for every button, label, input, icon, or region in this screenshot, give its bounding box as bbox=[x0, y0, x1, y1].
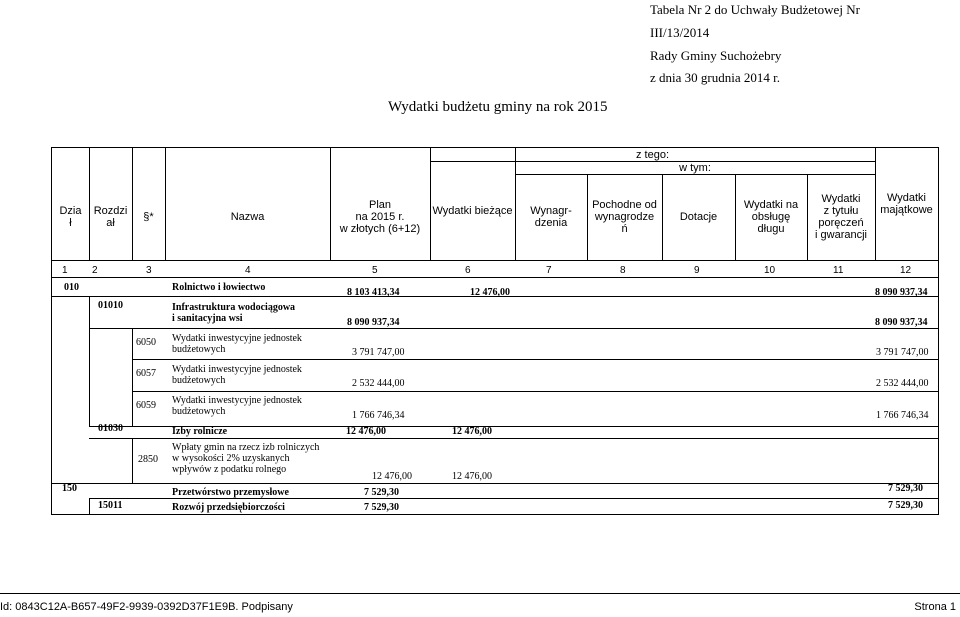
col-number: 11 bbox=[833, 265, 844, 276]
col-header-dzial: Dzia ł bbox=[59, 205, 82, 229]
table-row-biezace: 12 476,00 bbox=[452, 471, 492, 482]
table-row-name: Wydatki inwestycyjne jednostek budżetowych bbox=[172, 364, 302, 386]
footer-page-number: Strona 1 bbox=[914, 601, 956, 613]
col-header-pochodne: Pochodne od wynagrodze ń bbox=[592, 199, 657, 235]
col-number: 3 bbox=[146, 265, 152, 276]
table-row-plan: 7 529,30 bbox=[364, 487, 399, 498]
col-header-wynagrodzenia: Wynagr- dzenia bbox=[530, 205, 572, 229]
table-row-name: Rozwój przedsiębiorczości bbox=[172, 502, 285, 513]
table-row-code: 6059 bbox=[136, 400, 156, 411]
col-header-plan: Plan na 2015 r. w złotych (6+12) bbox=[339, 199, 421, 235]
table-row-name: Wydatki inwestycyjne jednostek budżetowych bbox=[172, 395, 302, 417]
col-number: 8 bbox=[620, 265, 626, 276]
col-number: 5 bbox=[372, 265, 378, 276]
col-header-rozdzial: Rozdzi ał bbox=[93, 205, 128, 229]
table-row-biezace: 12 476,00 bbox=[452, 426, 492, 437]
expenditure-table bbox=[51, 147, 939, 515]
col-header-paragraf: §* bbox=[143, 211, 154, 223]
table-row-plan: 3 791 747,00 bbox=[352, 347, 405, 358]
sub-group-label: w tym: bbox=[679, 161, 711, 174]
footer-document-id: Id: 0843C12A-B657-49F2-9939-0392D37F1E9B. Podpisany bbox=[0, 601, 293, 613]
col-number: 12 bbox=[900, 265, 912, 276]
document-title: Wydatki budżetu gminy na rok 2015 bbox=[388, 99, 608, 115]
table-row-plan: 2 532 444,00 bbox=[352, 378, 405, 389]
table-row-name: Rolnictwo i łowiectwo bbox=[172, 282, 266, 293]
col-header-majatkowe: Wydatki majątkowe bbox=[880, 192, 933, 216]
table-row-name: Przetwórstwo przemysłowe bbox=[172, 487, 289, 498]
table-row-code: 010 bbox=[64, 282, 79, 293]
col-number: 6 bbox=[465, 265, 471, 276]
table-row-name: Izby rolnicze bbox=[172, 426, 228, 437]
col-number: 1 bbox=[62, 265, 68, 276]
table-row-code: 6057 bbox=[136, 368, 156, 379]
group-label: z tego: bbox=[635, 148, 670, 161]
col-header-nazwa: Nazwa bbox=[230, 211, 265, 223]
col-header-poreczenia: Wydatki z tytułu poręczeń i gwarancji bbox=[815, 193, 867, 241]
table-row-plan: 7 529,30 bbox=[364, 502, 399, 513]
table-row-majatkowe: 2 532 444,00 bbox=[876, 378, 929, 389]
col-header-dotacje: Dotacje bbox=[679, 211, 718, 223]
table-row-code: 2850 bbox=[138, 454, 158, 465]
table-row-plan: 8 103 413,34 bbox=[347, 287, 400, 298]
header-line-2: III/13/2014 bbox=[650, 25, 710, 40]
col-header-obsluga: Wydatki na obsługę długu bbox=[743, 199, 799, 235]
table-row-majatkowe: 8 090 937,34 bbox=[875, 287, 928, 298]
table-row-majatkowe: 1 766 746,34 bbox=[876, 410, 929, 421]
table-row-majatkowe: 7 529,30 bbox=[888, 483, 923, 494]
table-row-code: 6050 bbox=[136, 337, 156, 348]
header-line-1: Tabela Nr 2 do Uchwały Budżetowej Nr bbox=[650, 2, 860, 17]
table-row-code: 150 bbox=[62, 483, 77, 494]
header-line-3: Rady Gminy Suchożebry bbox=[650, 48, 782, 63]
header-line-4: z dnia 30 grudnia 2014 r. bbox=[650, 70, 780, 85]
table-row-majatkowe: 7 529,30 bbox=[888, 500, 923, 511]
col-number: 7 bbox=[546, 265, 552, 276]
table-row-majatkowe: 8 090 937,34 bbox=[875, 317, 928, 328]
col-number: 2 bbox=[92, 265, 98, 276]
col-number: 9 bbox=[694, 265, 700, 276]
table-row-code: 01010 bbox=[98, 300, 123, 311]
col-number: 4 bbox=[245, 265, 251, 276]
table-row-code: 01030 bbox=[98, 423, 123, 434]
table-row-plan: 12 476,00 bbox=[372, 471, 412, 482]
footer-divider bbox=[0, 593, 960, 594]
table-row-name: Wpłaty gmin na rzecz izb rolniczych w wysokości 2% uzyskanych wpływów z podatku rolnego bbox=[172, 442, 320, 475]
table-row-code: 15011 bbox=[98, 500, 123, 511]
table-row-plan: 8 090 937,34 bbox=[347, 317, 400, 328]
table-row-name: Infrastruktura wodociągowa i sanitacyjna wsi bbox=[172, 302, 296, 324]
table-row-name: Wydatki inwestycyjne jednostek budżetowych bbox=[172, 333, 302, 355]
col-number: 10 bbox=[764, 265, 776, 276]
col-header-biezace: Wydatki bieżące bbox=[432, 204, 513, 217]
table-row-majatkowe: 3 791 747,00 bbox=[876, 347, 929, 358]
table-row-plan: 1 766 746,34 bbox=[352, 410, 405, 421]
table-row-biezace: 12 476,00 bbox=[470, 287, 510, 298]
table-row-plan: 12 476,00 bbox=[346, 426, 386, 437]
